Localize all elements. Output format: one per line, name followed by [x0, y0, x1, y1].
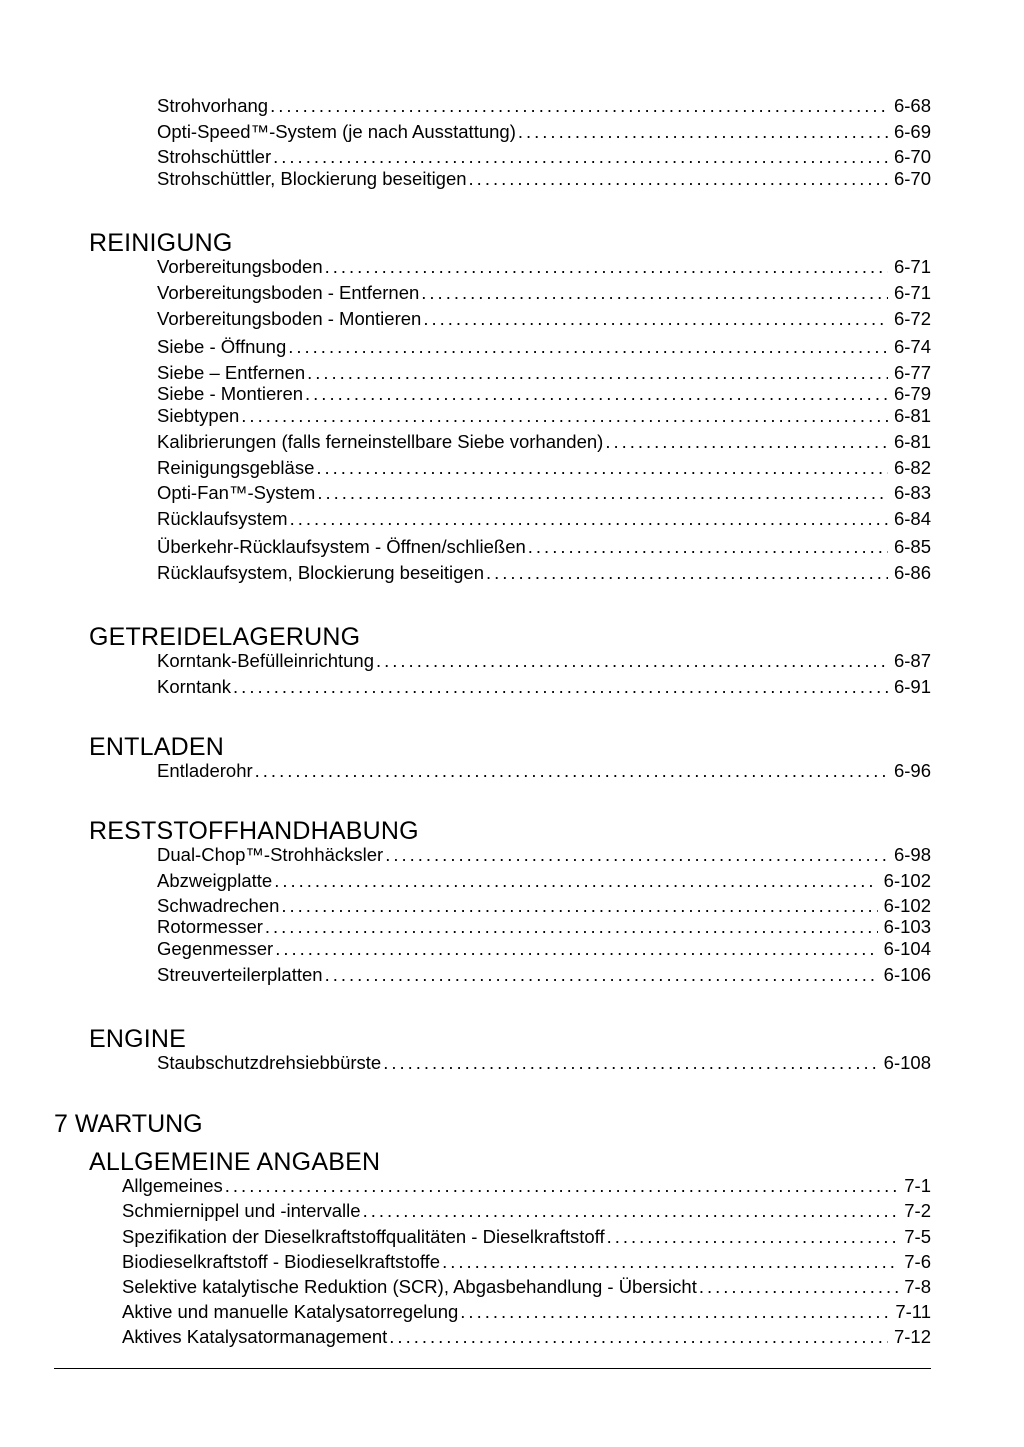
toc-entry-title: Korntank-Befülleinrichtung: [157, 650, 374, 671]
toc-entry-page: 6-77: [893, 362, 931, 383]
toc-entry[interactable]: [157, 964, 931, 986]
toc-entry[interactable]: [157, 336, 931, 358]
toc-entry[interactable]: [157, 1052, 931, 1074]
toc-entry-page: 6-72: [893, 308, 931, 329]
toc-entry-page: 6-96: [893, 760, 931, 781]
dot-leader: [290, 508, 888, 530]
toc-entry[interactable]: [157, 431, 931, 453]
toc-entry[interactable]: [122, 1276, 931, 1298]
toc-entry-page: 6-81: [893, 405, 931, 426]
dot-leader: [288, 336, 888, 358]
toc-entry-page: 6-91: [893, 676, 931, 697]
toc-entry-title: Vorbereitungsboden - Entfernen: [157, 282, 420, 303]
toc-entry-page: 6-104: [883, 938, 931, 959]
dot-leader: [325, 256, 888, 278]
toc-entry[interactable]: [157, 282, 931, 304]
toc-entry-page: 7-12: [893, 1326, 931, 1347]
toc-entry-title: Entladerohr: [157, 760, 253, 781]
toc-entry-page: 6-102: [883, 895, 931, 916]
dot-leader: [274, 870, 877, 892]
toc-entry-page: 6-85: [893, 536, 931, 557]
toc-entry-title: Strohschüttler: [157, 146, 272, 167]
toc-entry-title: Überkehr-Rücklaufsystem - Öffnen/schließen: [157, 536, 526, 557]
toc-entry-title: Schmiernippel und -intervalle: [122, 1200, 361, 1221]
toc-entry[interactable]: [157, 676, 931, 698]
dot-leader: [460, 1301, 889, 1323]
toc-entry-page: 6-84: [893, 508, 931, 529]
section-heading-entladen[interactable]: ENTLADEN: [89, 733, 224, 761]
toc-entry-title: Strohschüttler, Blockierung beseitigen: [157, 168, 467, 189]
dot-leader: [389, 1326, 888, 1348]
dot-leader: [518, 121, 888, 143]
toc-entry-title: Dual-Chop™-Strohhäcksler: [157, 844, 384, 865]
toc-entry[interactable]: [157, 870, 931, 892]
toc-entry[interactable]: [122, 1226, 931, 1248]
toc-entry[interactable]: [122, 1301, 931, 1323]
toc-entry[interactable]: [122, 1200, 931, 1222]
toc-entry-page: 6-83: [893, 482, 931, 503]
toc-entry-title: Staubschutzdrehsiebbürste: [157, 1052, 382, 1073]
toc-entry[interactable]: [157, 916, 931, 938]
dot-leader: [376, 650, 888, 672]
section-heading-getreidelagerung[interactable]: GETREIDELAGERUNG: [89, 623, 361, 651]
toc-entry[interactable]: [157, 405, 931, 427]
toc-entry[interactable]: [157, 362, 931, 384]
toc-entry-title: Abzweigplatte: [157, 870, 273, 891]
toc-entry-page: 6-70: [893, 168, 931, 189]
toc-entry-title: Siebtypen: [157, 405, 240, 426]
dot-leader: [486, 562, 888, 584]
toc-entry-page: 7-5: [904, 1226, 931, 1247]
toc-entry-title: Rücklaufsystem: [157, 508, 288, 529]
toc-entry[interactable]: [157, 760, 931, 782]
toc-entry-title: Allgemeines: [122, 1175, 223, 1196]
toc-entry[interactable]: [157, 457, 931, 479]
toc-entry[interactable]: [157, 168, 931, 190]
toc-entry-title: Selektive katalytische Reduktion (SCR), Abgasbehandlung - Übersicht: [122, 1276, 697, 1297]
dot-leader: [383, 1052, 877, 1074]
toc-entry-title: Rotormesser: [157, 916, 263, 937]
dot-leader: [442, 1251, 898, 1273]
toc-entry[interactable]: [157, 895, 931, 917]
toc-entry-title: Streuverteilerplatten: [157, 964, 323, 985]
toc-entry-title: Kalibrierungen (falls ferneinstellbare Siebe vorhanden): [157, 431, 604, 452]
toc-entry-title: Strohvorhang: [157, 95, 269, 116]
dot-leader: [305, 383, 888, 405]
toc-entry-page: 6-102: [883, 870, 931, 891]
section-heading-allgemeine-angaben[interactable]: ALLGEMEINE ANGABEN: [89, 1148, 381, 1176]
toc-entry-page: 7-1: [904, 1175, 931, 1196]
toc-entry-page: 6-98: [893, 844, 931, 865]
toc-entry-page: 7-8: [904, 1276, 931, 1297]
dot-leader: [316, 457, 888, 479]
toc-entry-title: Aktive und manuelle Katalysatorregelung: [122, 1301, 459, 1322]
toc-entry[interactable]: [157, 508, 931, 530]
toc-entry-title: Spezifikation der Dieselkraftstoffqualitäten - Dieselkraftstoff: [122, 1226, 605, 1247]
dot-leader: [469, 168, 888, 190]
toc-entry-page: 6-71: [893, 282, 931, 303]
toc-entry-page: 6-79: [893, 383, 931, 404]
toc-entry-title: Opti-Speed™-System (je nach Ausstattung): [157, 121, 516, 142]
toc-entry[interactable]: [122, 1175, 931, 1197]
dot-leader: [363, 1200, 899, 1222]
toc-entry[interactable]: [157, 844, 931, 866]
toc-entry-title: Gegenmesser: [157, 938, 274, 959]
toc-entry[interactable]: [157, 121, 931, 143]
dot-leader: [317, 482, 888, 504]
section-heading-engine[interactable]: ENGINE: [89, 1025, 187, 1053]
toc-entry-title: Vorbereitungsboden - Montieren: [157, 308, 422, 329]
toc-entry-page: 6-103: [883, 916, 931, 937]
toc-entry-title: Korntank: [157, 676, 232, 697]
toc-entry[interactable]: [157, 95, 931, 117]
dot-leader: [385, 844, 888, 866]
dot-leader: [225, 1175, 898, 1197]
toc-entry-page: 7-11: [895, 1301, 931, 1322]
dot-leader: [275, 938, 877, 960]
toc-entry-title: Siebe - Öffnung: [157, 336, 287, 357]
dot-leader: [281, 895, 877, 917]
toc-entry-page: 6-108: [883, 1052, 931, 1073]
toc-entry-page: 7-2: [904, 1200, 931, 1221]
dot-leader: [307, 362, 888, 384]
toc-entry-title: Reinigungsgebläse: [157, 457, 315, 478]
toc-entry-page: 6-68: [893, 95, 931, 116]
toc-entry-page: 6-82: [893, 457, 931, 478]
toc-entry-page: 6-81: [893, 431, 931, 452]
toc-entry-title: Siebe - Montieren: [157, 383, 304, 404]
toc-entry-page: 6-106: [883, 964, 931, 985]
toc-entry-page: 6-69: [893, 121, 931, 142]
toc-entry-page: 6-86: [893, 562, 931, 583]
dot-leader: [528, 536, 888, 558]
toc-entry-page: 7-6: [904, 1251, 931, 1272]
dot-leader: [265, 916, 878, 938]
section-heading-reinigung[interactable]: REINIGUNG: [89, 229, 233, 257]
toc-entry-title: Vorbereitungsboden: [157, 256, 323, 277]
toc-entry[interactable]: [157, 536, 931, 558]
toc-entry-page: 6-70: [893, 146, 931, 167]
toc-entry[interactable]: [122, 1326, 931, 1348]
dot-leader: [699, 1276, 898, 1298]
toc-entry-title: Aktives Katalysatormanagement: [122, 1326, 388, 1347]
dot-leader: [421, 282, 888, 304]
dot-leader: [270, 95, 888, 117]
toc-entry-page: 6-87: [893, 650, 931, 671]
toc-entry-title: Opti-Fan™-System: [157, 482, 316, 503]
toc-entry-title: Biodieselkraftstoff - Biodieselkraftstoffe: [122, 1251, 441, 1272]
dot-leader: [233, 676, 888, 698]
dot-leader: [273, 146, 888, 168]
toc-entry[interactable]: [157, 650, 931, 672]
dot-leader: [241, 405, 888, 427]
toc-entry[interactable]: [157, 256, 931, 278]
toc-entry-title: Siebe – Entfernen: [157, 362, 306, 383]
chapter-heading-7[interactable]: 7 WARTUNG: [54, 1110, 203, 1138]
toc-entry-title: Schwadrechen: [157, 895, 280, 916]
footer-rule: [54, 1368, 931, 1369]
dot-leader: [255, 760, 888, 782]
toc-entry-title: Rücklaufsystem, Blockierung beseitigen: [157, 562, 484, 583]
dot-leader: [605, 431, 888, 453]
toc-entry[interactable]: [157, 383, 931, 405]
dot-leader: [607, 1226, 899, 1248]
toc-entry[interactable]: [157, 562, 931, 584]
toc-entry[interactable]: [157, 938, 931, 960]
dot-leader: [325, 964, 878, 986]
section-heading-reststoffhandhabung[interactable]: RESTSTOFFHANDHABUNG: [89, 817, 419, 845]
toc-entry-page: 6-71: [893, 256, 931, 277]
toc-entry[interactable]: [157, 308, 931, 330]
toc-entry[interactable]: [122, 1251, 931, 1273]
dot-leader: [423, 308, 888, 330]
toc-entry[interactable]: [157, 146, 931, 168]
toc-entry-page: 6-74: [893, 336, 931, 357]
toc-entry[interactable]: [157, 482, 931, 504]
